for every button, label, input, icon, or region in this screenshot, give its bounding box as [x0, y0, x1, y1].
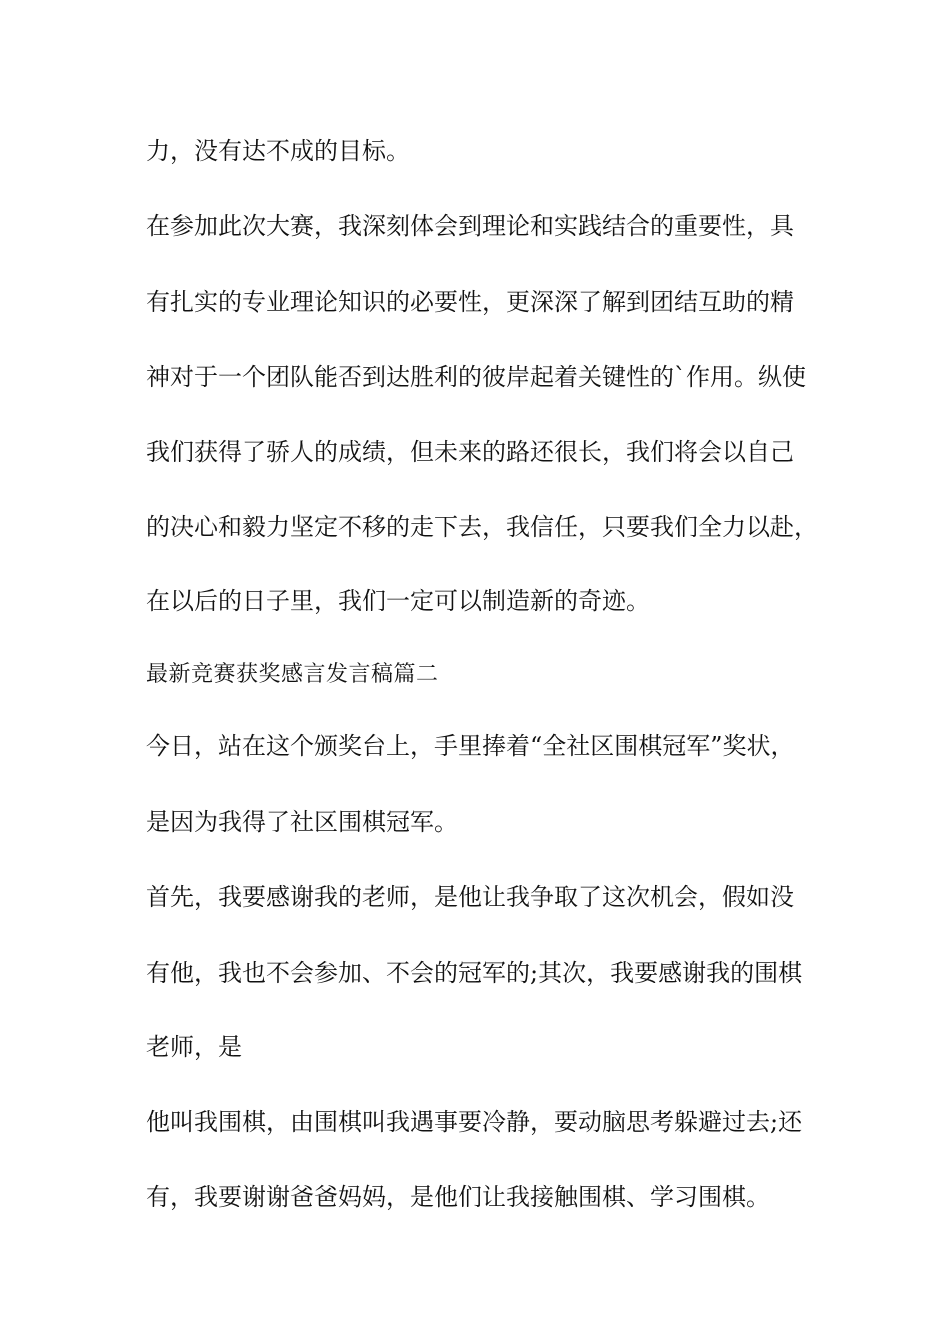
paragraph-line: 他叫我围棋，由围棋叫我遇事要冷静，要动脑思考躲避过去;还 — [146, 1108, 803, 1136]
paragraph-line: 首先，我要感谢我的老师，是他让我争取了这次机会，假如没 — [146, 883, 794, 911]
paragraph-line: 力，没有达不成的目标。 — [146, 137, 410, 165]
paragraph-line: 神对于一个团队能否到达胜利的彼岸起着关键性的`作用。纵使 — [146, 363, 806, 391]
paragraph-line: 有，我要谢谢爸爸妈妈，是他们让我接触围棋、学习围棋。 — [146, 1183, 770, 1211]
section-heading: 最新竞赛获奖感言发言稿篇二 — [146, 662, 439, 687]
paragraph-line: 有扎实的专业理论知识的必要性，更深深了解到团结互助的精 — [146, 288, 794, 316]
paragraph-line: 老师，是 — [146, 1033, 242, 1061]
paragraph-line: 今日，站在这个颁奖台上，手里捧着“全社区围棋冠军”奖状， — [146, 732, 795, 760]
paragraph-line: 在以后的日子里，我们一定可以制造新的奇迹。 — [146, 587, 650, 615]
paragraph-line: 是因为我得了社区围棋冠军。 — [146, 808, 458, 836]
paragraph-line: 在参加此次大赛，我深刻体会到理论和实践结合的重要性，具 — [146, 212, 794, 240]
paragraph-line: 有他，我也不会参加、不会的冠军的;其次，我要感谢我的围棋 — [146, 959, 803, 987]
paragraph-line: 我们获得了骄人的成绩，但未来的路还很长，我们将会以自己 — [146, 438, 794, 466]
paragraph-line: 的决心和毅力坚定不移的走下去，我信任，只要我们全力以赴， — [146, 513, 818, 541]
